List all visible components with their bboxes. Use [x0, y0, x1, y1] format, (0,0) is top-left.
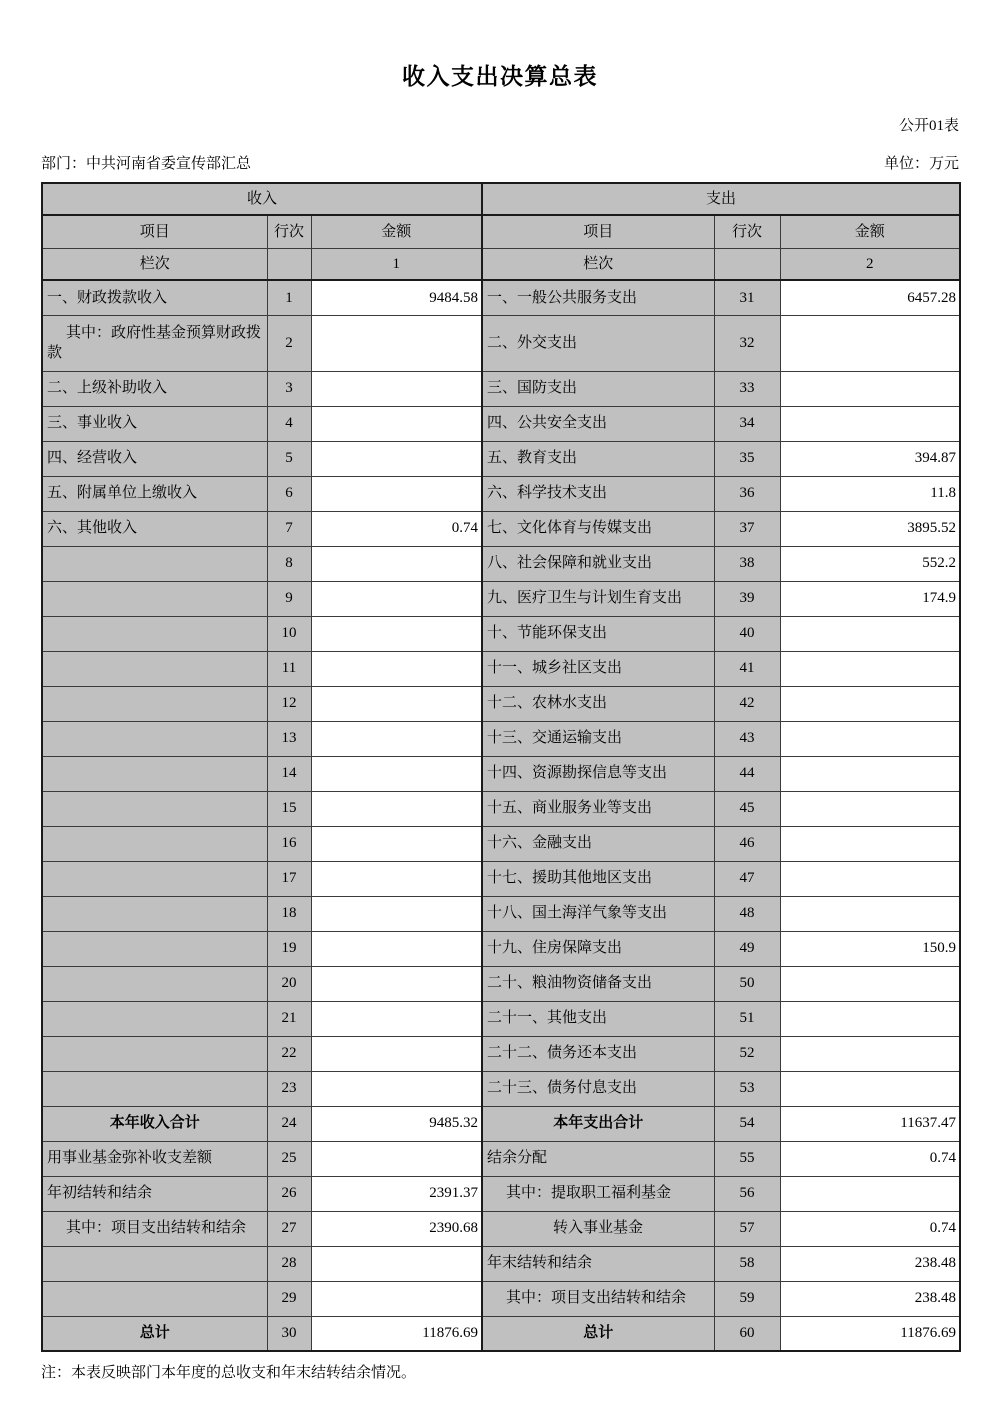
- expense-amount-cell: 174.9: [780, 581, 960, 616]
- table-row: [42, 686, 960, 721]
- income-amount-cell: [311, 1036, 482, 1071]
- expense-amount-cell: [780, 371, 960, 406]
- income-item-cell: 年初结转和结余: [42, 1176, 267, 1211]
- income-line-cell: 4: [267, 406, 311, 441]
- expense-amount-cell: 11876.69: [780, 1316, 960, 1351]
- income-amount-cell: 11876.69: [311, 1316, 482, 1351]
- income-amount-cell: [311, 371, 482, 406]
- expense-amount-cell: 3895.52: [780, 511, 960, 546]
- income-amount-cell: [311, 581, 482, 616]
- income-lanci-blank: [267, 248, 311, 280]
- income-item-cell: 三、事业收入: [42, 406, 267, 441]
- expense-item-cell: 十四、资源勘探信息等支出: [482, 756, 714, 791]
- table-row: [42, 1316, 960, 1351]
- income-amount-cell: [311, 1001, 482, 1036]
- expense-column-number: 2: [780, 248, 960, 280]
- expense-item-cell: 一、一般公共服务支出: [482, 280, 714, 315]
- income-amount-cell: [311, 1246, 482, 1281]
- income-amount-cell: [311, 931, 482, 966]
- table-row: [42, 371, 960, 406]
- expense-item-cell: 其中：项目支出结转和结余: [482, 1281, 714, 1316]
- expense-lanci-blank: [714, 248, 780, 280]
- income-amount-cell: [311, 1281, 482, 1316]
- expense-line-cell: 44: [714, 756, 780, 791]
- income-line-cell: 30: [267, 1316, 311, 1351]
- table-row: [42, 1106, 960, 1141]
- income-item-cell: 本年收入合计: [42, 1106, 267, 1141]
- income-line-cell: 13: [267, 721, 311, 756]
- income-item-cell: [42, 1036, 267, 1071]
- income-line-cell: 17: [267, 861, 311, 896]
- expense-line-cell: 54: [714, 1106, 780, 1141]
- table-row: [42, 931, 960, 966]
- table-row: [42, 315, 960, 371]
- table-row: [42, 280, 960, 315]
- income-amount-cell: [311, 546, 482, 581]
- expense-amount-cell: [780, 966, 960, 1001]
- income-item-cell: 一、财政拨款收入: [42, 280, 267, 315]
- table-row: [42, 616, 960, 651]
- expense-amount-cell: [780, 1036, 960, 1071]
- expense-amount-cell: 11637.47: [780, 1106, 960, 1141]
- expense-item-cell: 十七、援助其他地区支出: [482, 861, 714, 896]
- expense-item-cell: 本年支出合计: [482, 1106, 714, 1141]
- table-row: [42, 1176, 960, 1211]
- expense-lanci-label: 栏次: [482, 248, 714, 280]
- expense-line-cell: 42: [714, 686, 780, 721]
- expense-amount-cell: [780, 826, 960, 861]
- table-row: [42, 1001, 960, 1036]
- income-line-cell: 21: [267, 1001, 311, 1036]
- expense-line-cell: 36: [714, 476, 780, 511]
- income-item-cell: [42, 651, 267, 686]
- footnote: 注：本表反映部门本年度的总收支和年末结转结余情况。: [41, 1365, 417, 1381]
- income-line-cell: 22: [267, 1036, 311, 1071]
- expense-amount-cell: 0.74: [780, 1141, 960, 1176]
- table-row: [42, 1141, 960, 1176]
- expense-line-cell: 51: [714, 1001, 780, 1036]
- expense-line-cell: 45: [714, 791, 780, 826]
- income-line-cell: 24: [267, 1106, 311, 1141]
- table-row: [42, 1281, 960, 1316]
- expense-amount-cell: [780, 896, 960, 931]
- table-row: [42, 721, 960, 756]
- income-line-cell: 7: [267, 511, 311, 546]
- expense-item-cell: 十二、农林水支出: [482, 686, 714, 721]
- expense-amount-cell: [780, 1071, 960, 1106]
- expense-item-cell: 十八、国土海洋气象等支出: [482, 896, 714, 931]
- expense-item-cell: 六、科学技术支出: [482, 476, 714, 511]
- expense-line-cell: 43: [714, 721, 780, 756]
- income-item-cell: [42, 616, 267, 651]
- expense-item-cell: 十一、城乡社区支出: [482, 651, 714, 686]
- income-amount-cell: [311, 1141, 482, 1176]
- income-amount-cell: [311, 721, 482, 756]
- expense-amount-cell: 150.9: [780, 931, 960, 966]
- income-line-cell: 14: [267, 756, 311, 791]
- expense-line-cell: 59: [714, 1281, 780, 1316]
- expense-item-cell: 九、医疗卫生与计划生育支出: [482, 581, 714, 616]
- expense-line-cell: 46: [714, 826, 780, 861]
- table-row: [42, 826, 960, 861]
- expense-item-cell: 二十、粮油物资储备支出: [482, 966, 714, 1001]
- income-item-cell: [42, 896, 267, 931]
- meta-row: [41, 152, 959, 173]
- expense-line-cell: 56: [714, 1176, 780, 1211]
- income-item-cell: [42, 546, 267, 581]
- income-item-cell: [42, 826, 267, 861]
- table-row: [42, 1036, 960, 1071]
- expense-line-cell: 31: [714, 280, 780, 315]
- income-line-cell: 20: [267, 966, 311, 1001]
- expense-line-cell: 40: [714, 616, 780, 651]
- income-line-cell: 6: [267, 476, 311, 511]
- final-accounts-table: [41, 182, 961, 1352]
- income-amount-cell: [311, 315, 482, 371]
- expense-item-cell: 二十一、其他支出: [482, 1001, 714, 1036]
- income-line-cell: 3: [267, 371, 311, 406]
- income-item-cell: [42, 581, 267, 616]
- expense-line-cell: 60: [714, 1316, 780, 1351]
- income-line-header: 行次: [267, 215, 311, 248]
- income-item-cell: [42, 721, 267, 756]
- income-amount-cell: 0.74: [311, 511, 482, 546]
- expense-line-cell: 52: [714, 1036, 780, 1071]
- income-item-cell: [42, 1246, 267, 1281]
- expense-amount-cell: [780, 756, 960, 791]
- income-line-cell: 8: [267, 546, 311, 581]
- income-item-header: 项目: [42, 215, 267, 248]
- department-label: 部门：中共河南省委宣传部汇总: [41, 156, 252, 172]
- expense-item-cell: 十三、交通运输支出: [482, 721, 714, 756]
- expense-item-cell: 五、教育支出: [482, 441, 714, 476]
- table-row: [42, 861, 960, 896]
- income-line-cell: 27: [267, 1211, 311, 1246]
- expense-amount-cell: [780, 686, 960, 721]
- table-row: [42, 1246, 960, 1281]
- table-row: [42, 896, 960, 931]
- expense-item-cell: 十六、金融支出: [482, 826, 714, 861]
- income-line-cell: 18: [267, 896, 311, 931]
- expense-item-cell: 二、外交支出: [482, 315, 714, 371]
- income-item-cell: [42, 966, 267, 1001]
- income-line-cell: 2: [267, 315, 311, 371]
- expense-item-cell: 七、文化体育与传媒支出: [482, 511, 714, 546]
- expense-line-cell: 33: [714, 371, 780, 406]
- expense-item-cell: 十、节能环保支出: [482, 616, 714, 651]
- income-amount-cell: [311, 756, 482, 791]
- table-row: [42, 791, 960, 826]
- expense-line-cell: 48: [714, 896, 780, 931]
- income-item-cell: [42, 686, 267, 721]
- income-line-cell: 10: [267, 616, 311, 651]
- expense-item-cell: 转入事业基金: [482, 1211, 714, 1246]
- income-amount-cell: [311, 651, 482, 686]
- expense-line-cell: 50: [714, 966, 780, 1001]
- income-item-cell: 总计: [42, 1316, 267, 1351]
- expense-amount-cell: [780, 315, 960, 371]
- expense-line-cell: 41: [714, 651, 780, 686]
- expense-line-cell: 55: [714, 1141, 780, 1176]
- income-line-cell: 28: [267, 1246, 311, 1281]
- expense-amount-cell: [780, 1176, 960, 1211]
- expense-amount-cell: 0.74: [780, 1211, 960, 1246]
- income-line-cell: 11: [267, 651, 311, 686]
- expense-amount-header: 金额: [780, 215, 960, 248]
- expense-amount-cell: [780, 1001, 960, 1036]
- income-line-cell: 12: [267, 686, 311, 721]
- expense-line-header: 行次: [714, 215, 780, 248]
- expense-section-header: 支出: [482, 183, 960, 215]
- expense-line-cell: 47: [714, 861, 780, 896]
- income-amount-cell: 9485.32: [311, 1106, 482, 1141]
- table-row: [42, 1211, 960, 1246]
- expense-item-cell: 十五、商业服务业等支出: [482, 791, 714, 826]
- income-item-cell: 用事业基金弥补收支差额: [42, 1141, 267, 1176]
- income-item-cell: 其中：项目支出结转和结余: [42, 1211, 267, 1246]
- income-amount-cell: [311, 826, 482, 861]
- income-amount-cell: [311, 616, 482, 651]
- income-line-cell: 5: [267, 441, 311, 476]
- table-code: 公开01表: [898, 118, 959, 134]
- page-title: 收入支出决算总表: [402, 64, 598, 89]
- table-row: [42, 1071, 960, 1106]
- income-amount-cell: 2390.68: [311, 1211, 482, 1246]
- expense-item-cell: 三、国防支出: [482, 371, 714, 406]
- expense-item-cell: 其中：提取职工福利基金: [482, 1176, 714, 1211]
- column-header-row: [42, 215, 960, 248]
- table-row: [42, 476, 960, 511]
- expense-amount-cell: 552.2: [780, 546, 960, 581]
- expense-amount-cell: [780, 406, 960, 441]
- expense-item-cell: 结余分配: [482, 1141, 714, 1176]
- expense-amount-cell: [780, 791, 960, 826]
- expense-line-cell: 57: [714, 1211, 780, 1246]
- income-section-header: 收入: [42, 183, 482, 215]
- expense-amount-cell: [780, 651, 960, 686]
- expense-item-cell: 二十二、债务还本支出: [482, 1036, 714, 1071]
- expense-item-header: 项目: [482, 215, 714, 248]
- expense-line-cell: 38: [714, 546, 780, 581]
- table-row: [42, 441, 960, 476]
- income-amount-cell: [311, 406, 482, 441]
- expense-line-cell: 37: [714, 511, 780, 546]
- expense-amount-cell: 394.87: [780, 441, 960, 476]
- income-item-cell: [42, 1001, 267, 1036]
- income-amount-cell: [311, 1071, 482, 1106]
- expense-amount-cell: [780, 721, 960, 756]
- income-item-cell: [42, 931, 267, 966]
- expense-item-cell: 八、社会保障和就业支出: [482, 546, 714, 581]
- income-line-cell: 19: [267, 931, 311, 966]
- income-line-cell: 1: [267, 280, 311, 315]
- table-row: [42, 756, 960, 791]
- expense-item-cell: 十九、住房保障支出: [482, 931, 714, 966]
- table-row: [42, 581, 960, 616]
- income-item-cell: [42, 861, 267, 896]
- income-line-cell: 26: [267, 1176, 311, 1211]
- income-amount-cell: [311, 861, 482, 896]
- expense-line-cell: 34: [714, 406, 780, 441]
- income-amount-cell: [311, 896, 482, 931]
- income-line-cell: 16: [267, 826, 311, 861]
- table-row: [42, 966, 960, 1001]
- income-column-number: 1: [311, 248, 482, 280]
- income-amount-cell: 2391.37: [311, 1176, 482, 1211]
- expense-line-cell: 49: [714, 931, 780, 966]
- income-item-cell: 其中：政府性基金预算财政拨款: [42, 315, 267, 371]
- expense-item-cell: 二十三、债务付息支出: [482, 1071, 714, 1106]
- unit-label: 单位：万元: [883, 156, 959, 172]
- income-line-cell: 15: [267, 791, 311, 826]
- income-amount-cell: [311, 441, 482, 476]
- expense-amount-cell: 11.8: [780, 476, 960, 511]
- expense-item-cell: 年末结转和结余: [482, 1246, 714, 1281]
- table-row: [42, 406, 960, 441]
- expense-amount-cell: [780, 616, 960, 651]
- income-item-cell: 五、附属单位上缴收入: [42, 476, 267, 511]
- expense-line-cell: 39: [714, 581, 780, 616]
- income-item-cell: 四、经营收入: [42, 441, 267, 476]
- column-number-row: [42, 248, 960, 280]
- income-item-cell: [42, 1281, 267, 1316]
- income-amount-cell: [311, 966, 482, 1001]
- income-line-cell: 25: [267, 1141, 311, 1176]
- expense-item-cell: 四、公共安全支出: [482, 406, 714, 441]
- income-line-cell: 23: [267, 1071, 311, 1106]
- income-item-cell: [42, 791, 267, 826]
- income-line-cell: 9: [267, 581, 311, 616]
- expense-line-cell: 58: [714, 1246, 780, 1281]
- expense-line-cell: 53: [714, 1071, 780, 1106]
- expense-amount-cell: [780, 861, 960, 896]
- table-row: [42, 651, 960, 686]
- income-amount-cell: [311, 476, 482, 511]
- table-row: [42, 546, 960, 581]
- expense-line-cell: 35: [714, 441, 780, 476]
- income-amount-cell: [311, 791, 482, 826]
- income-item-cell: 六、其他收入: [42, 511, 267, 546]
- income-line-cell: 29: [267, 1281, 311, 1316]
- table-body: [42, 280, 960, 1351]
- income-lanci-label: 栏次: [42, 248, 267, 280]
- table-row: [42, 511, 960, 546]
- income-item-cell: 二、上级补助收入: [42, 371, 267, 406]
- expense-line-cell: 32: [714, 315, 780, 371]
- expense-amount-cell: 6457.28: [780, 280, 960, 315]
- expense-amount-cell: 238.48: [780, 1281, 960, 1316]
- expense-amount-cell: 238.48: [780, 1246, 960, 1281]
- income-amount-cell: [311, 686, 482, 721]
- expense-item-cell: 总计: [482, 1316, 714, 1351]
- income-amount-header: 金额: [311, 215, 482, 248]
- income-amount-cell: 9484.58: [311, 280, 482, 315]
- section-header-row: [42, 183, 960, 215]
- income-item-cell: [42, 756, 267, 791]
- income-item-cell: [42, 1071, 267, 1106]
